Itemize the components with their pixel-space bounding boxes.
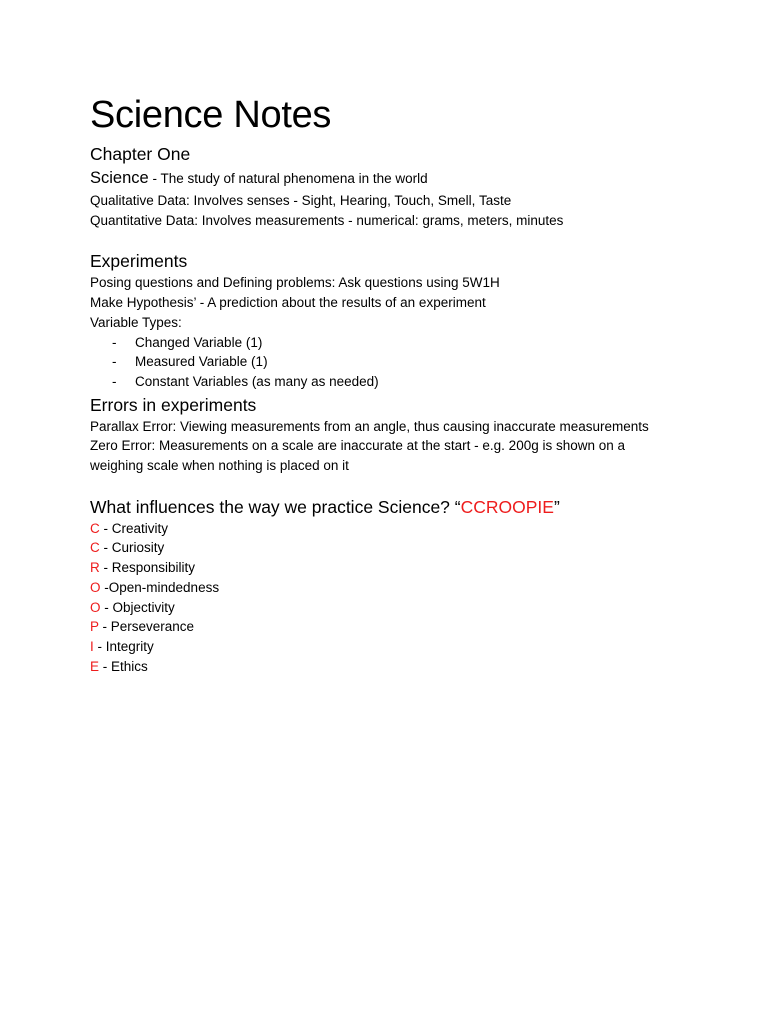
bullet-dash: - [112, 354, 117, 370]
list-item [90, 617, 690, 637]
parallax-error-line: Parallax Error: Viewing measurements from an angle, thus causing inaccurate measurements [90, 418, 649, 434]
experiments-line-variable-types: Variable Types: [90, 314, 182, 330]
question-close-quote: ” [553, 496, 560, 517]
acronym-ccroopie: CCROOPIE [460, 496, 554, 517]
acronym-letter: O [90, 579, 101, 595]
acronym-letter: E [90, 658, 100, 674]
quantitative-data-line: Quantitative Data: Involves measurements - numerical: grams, meters, minutes [90, 212, 564, 228]
list-item [90, 352, 690, 372]
acronym-letter: I [90, 638, 94, 654]
variable-item-text: Changed Variable (1) [135, 334, 263, 350]
list-item [90, 538, 690, 558]
list-item [90, 333, 690, 353]
document-title: Science Notes [90, 94, 332, 136]
list-item [90, 637, 690, 657]
bullet-dash: - [112, 334, 117, 350]
trait-text: - Creativity [99, 520, 169, 536]
bullet-dash: - [112, 373, 117, 389]
document-page [90, 92, 690, 676]
chapter-heading: Chapter One [90, 144, 191, 164]
zero-error-line: Zero Error: Measurements on a scale are inaccurate at the start - e.g. 200g is shown on a weighing scale when nothing is placed on it [90, 438, 626, 474]
science-term: Science [90, 169, 149, 187]
variable-types-list [90, 333, 690, 392]
trait-text: - Objectivity [100, 599, 175, 615]
qualitative-data-line: Qualitative Data: Involves senses - Sight, Hearing, Touch, Smell, Taste [90, 193, 512, 208]
science-definition [90, 166, 690, 191]
list-item [90, 657, 690, 677]
experiments-line-hypothesis: Make Hypothesis’ - A prediction about the results of an experiment [90, 295, 486, 311]
list-item [90, 598, 690, 618]
trait-text: - Ethics [99, 658, 148, 674]
experiments-heading: Experiments [90, 251, 188, 272]
acronym-letter: C [90, 540, 100, 556]
acronym-letter: O [90, 599, 101, 615]
trait-text: - Curiosity [99, 540, 165, 556]
acronym-letter: R [90, 560, 100, 576]
list-item [90, 578, 690, 598]
influences-question [90, 495, 690, 519]
acronym-letter: C [90, 520, 100, 536]
science-definition-text: - The study of natural phenomena in the world [148, 171, 428, 186]
list-item [90, 519, 690, 539]
variable-item-text: Constant Variables (as many as needed) [135, 373, 379, 389]
trait-text: - Responsibility [99, 560, 196, 576]
trait-text: - Perseverance [98, 619, 195, 635]
question-text: What influences the way we practice Science? “ [90, 496, 461, 517]
experiments-line-questions: Posing questions and Defining problems: Ask questions using 5W1H [90, 275, 500, 291]
list-item [90, 558, 690, 578]
list-item [90, 372, 690, 392]
trait-text: -Open-mindedness [100, 579, 220, 595]
errors-heading: Errors in experiments [90, 394, 257, 415]
trait-text: - Integrity [93, 638, 154, 654]
acronym-letter: P [90, 619, 99, 635]
ccroopie-list [90, 519, 690, 677]
variable-item-text: Measured Variable (1) [135, 354, 268, 370]
